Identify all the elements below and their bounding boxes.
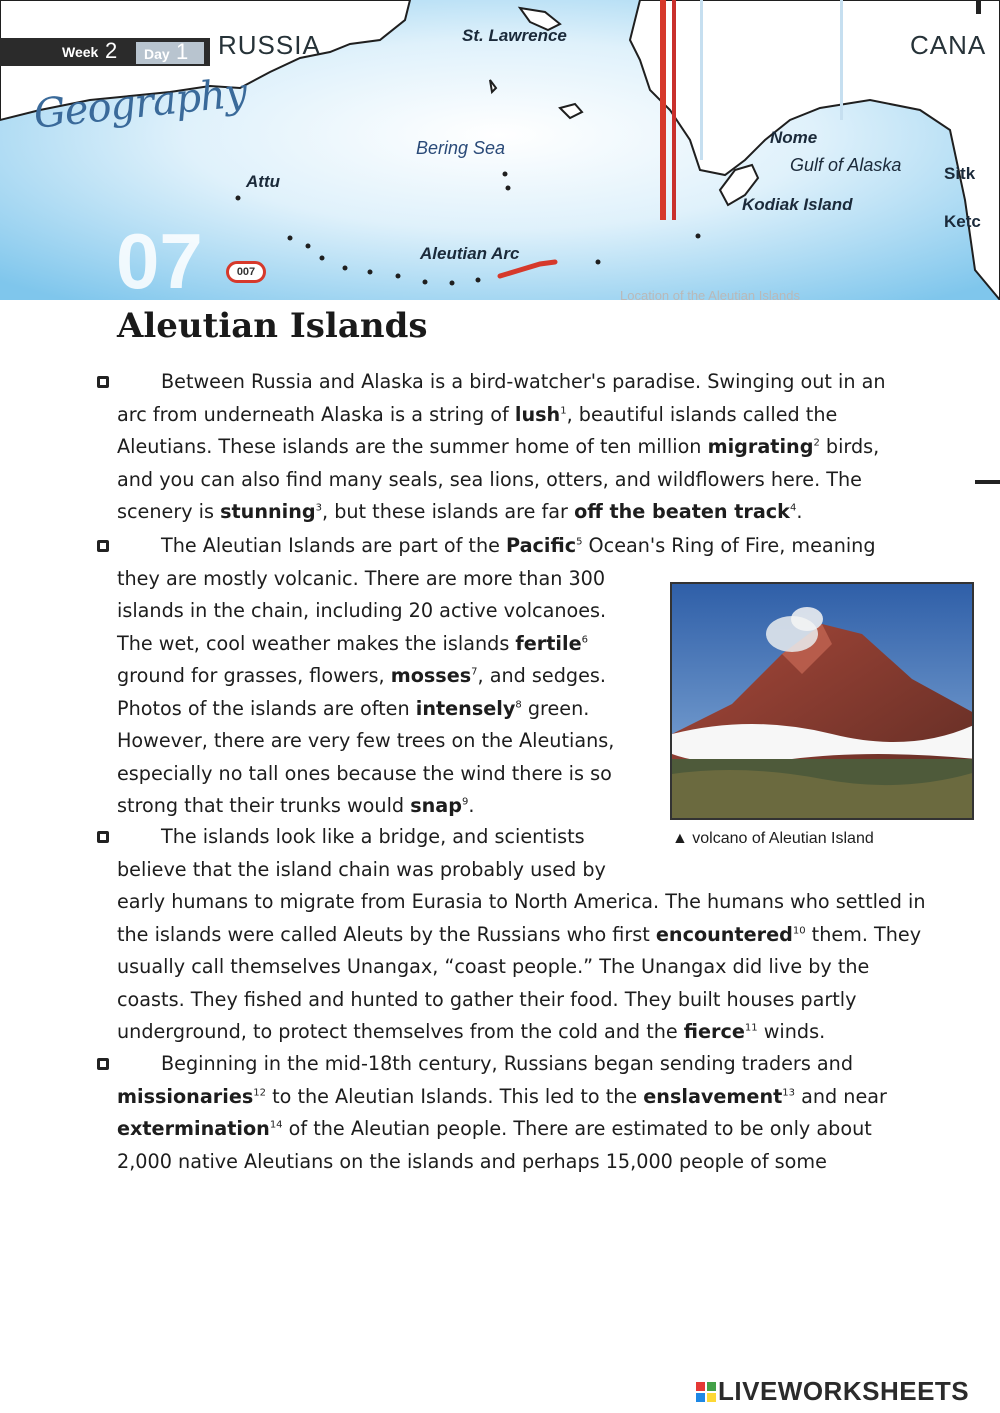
- vocab-word: intensely: [415, 696, 516, 720]
- map-label-sitka: Sitk: [944, 164, 976, 183]
- footnote-number: 14: [269, 1119, 283, 1131]
- paragraph-marker-2: [97, 540, 109, 552]
- vocab-word: migrating: [707, 435, 814, 458]
- vocab-word: off the beaten track: [574, 500, 790, 523]
- day-label: Day: [144, 46, 170, 62]
- map-label-bering-sea: Bering Sea: [416, 138, 506, 158]
- paragraph-3: [117, 821, 927, 1049]
- paragraph-marker-3: [97, 831, 109, 843]
- map-label-attu: Attu: [246, 172, 280, 191]
- paragraph-3-line-2: believe that the island chain was probably used by: [117, 857, 606, 881]
- photo-caption: ▲ volcano of Aleutian Island: [672, 830, 874, 847]
- map-header: [0, 0, 1000, 300]
- footnote-number: 13: [782, 1087, 796, 1099]
- footnote-number: 1: [560, 405, 567, 417]
- map-label-canada: CANA: [910, 30, 987, 60]
- subject-title: Geography: [31, 69, 249, 138]
- logo-square-yellow: [707, 1393, 716, 1402]
- vocab-word: fertile: [515, 631, 582, 655]
- vocab-word: snap: [410, 794, 462, 817]
- map-label-russia: RUSSIA: [218, 30, 321, 60]
- vocab-word: encountered: [655, 922, 793, 946]
- paragraph-2-first-line: The Aleutian Islands are part of the Pacific$^5$ Ocean's Ring of Fire, meaning: [161, 534, 876, 557]
- page-edge-mark: [976, 0, 981, 14]
- footnote-number: 6: [581, 634, 588, 646]
- paragraph-marker-1: [97, 376, 109, 388]
- map-label-st-lawrence: St. Lawrence: [462, 26, 567, 45]
- map-label-nome: Nome: [770, 128, 818, 147]
- map-label-kodiak-island: Kodiak Island: [742, 195, 853, 214]
- page-edge-tab: [975, 480, 1000, 484]
- paragraph-1: Between Russia and Alaska is a bird-watcher's paradise. Swinging out in an arc from underneath Alaska is a string of lush$^1$, beautiful islands called the Aleutians. These islands are the summer home of ten million migrating$^2$ birds, and you can also find many seals, sea lions, otters, and wildflowers here. The scenery is stunning$^3$, but these islands are far off the beaten track$^4$.: [117, 370, 886, 523]
- footnote-number: 4: [789, 502, 797, 514]
- liveworksheets-logo-icon: [696, 1382, 716, 1402]
- footnote-number: 2: [813, 437, 820, 449]
- vocab-word: lush: [514, 402, 561, 426]
- logo-square-red: [696, 1382, 705, 1391]
- liveworksheets-watermark: [696, 1376, 969, 1407]
- footnote-number: 10: [792, 925, 806, 937]
- map-caption: Location of the Aleutian Islands: [620, 288, 800, 300]
- liveworksheets-text: LIVEWORKSHEETS: [718, 1376, 970, 1406]
- footnote-number: 8: [515, 699, 522, 711]
- day-number: 1: [176, 39, 189, 64]
- footnote-number: 12: [253, 1087, 266, 1099]
- paragraph-2-body: they are mostly volcanic. There are more than 300 islands in the chain, including 20 active volcanoes. The wet, cool weather makes the islands fertile$^6$ ground for grasses, flowers, mosses$^7$, and sedges. Photos of the islands are often intensely$^8$ green. However, there are very few trees on the Aleutians, especially no tall ones because the wind there is so strong that their trunks would snap$^9$.: [117, 566, 615, 817]
- logo-square-blue: [696, 1393, 705, 1402]
- week-label: Week: [62, 44, 99, 60]
- vocab-word: Pacific: [506, 534, 577, 557]
- paragraph-4: Beginning in the mid-18th century, Russians began sending traders and missionaries$^{12}$ to the Aleutian Islands. This led to the enslavement$^{13}$ and near extermination$^{14}$ of the Aleutian people. There are estimated to be only about 2,000 native Aleutians on the islands and perhaps 15,000 people of some: [117, 1052, 887, 1173]
- footnote-number: 5: [576, 536, 583, 548]
- lesson-number: 07: [116, 217, 203, 300]
- article-title: Aleutian Islands: [117, 306, 428, 346]
- vocab-word: mosses: [390, 664, 472, 687]
- footnote-number: 7: [471, 666, 478, 678]
- vocab-word: extermination: [117, 1117, 270, 1140]
- footnote-number: 11: [744, 1022, 758, 1034]
- map-label-ketchikan: Ketc: [944, 212, 981, 231]
- logo-square-green: [707, 1382, 716, 1391]
- week-number: 2: [105, 38, 118, 63]
- volcano-photo: [670, 582, 974, 820]
- paragraph-3-line-1: The islands look like a bridge, and scientists: [161, 825, 585, 848]
- footnote-number: 9: [461, 796, 469, 808]
- paragraph-3-body: early humans to migrate from Eurasia to North America. The humans who settled in the islands were called Aleuts by the Russians who first encountered$^{10}$ them. They usually call themselves Unangax, “coast people.” The Unangax did live by the coasts. They fished and hunted to gather their food. They built houses partly underground, to protect themselves from the cold and the fierce$^{11}$ winds.: [117, 890, 926, 1043]
- vocab-word: stunning: [220, 500, 316, 523]
- map-label-aleutian-arc: Aleutian Arc: [420, 244, 520, 263]
- vocab-word: fierce: [683, 1020, 745, 1043]
- vocab-word: enslavement: [643, 1084, 783, 1108]
- audio-track-badge[interactable]: 007: [226, 261, 266, 283]
- paragraph-marker-4: [97, 1058, 109, 1070]
- vocab-word: missionaries: [117, 1084, 254, 1108]
- map-label-gulf-of-alaska: Gulf of Alaska: [790, 155, 902, 175]
- footnote-number: 3: [315, 502, 323, 514]
